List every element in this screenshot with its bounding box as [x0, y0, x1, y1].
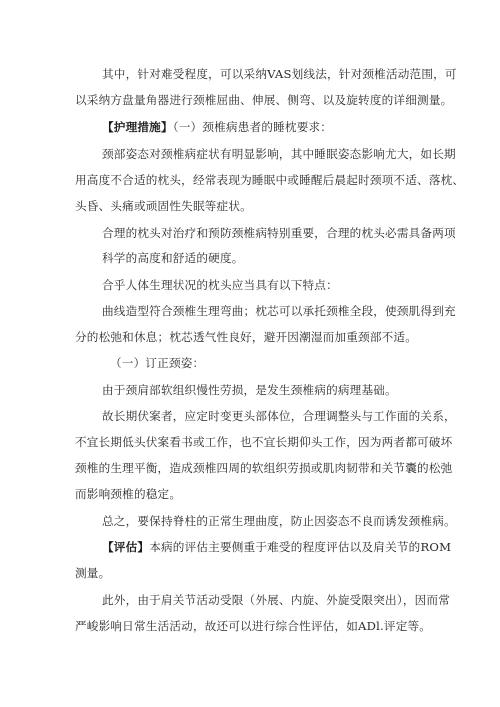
paragraph-line: 合理的枕头对治疗和预防颈椎病特别重要，合理的枕头必需具备两项: [102, 226, 456, 240]
assessment-heading: 【评估】: [102, 540, 150, 554]
paragraph-line: 以采纳方盘量角器进行颈椎屈曲、伸展、侧弯、以及旋转度的详细测量。: [75, 93, 453, 107]
pillow-subheading: （一）颈椎病患者的睡枕要求：: [172, 120, 333, 134]
paragraph-line: 故长期伏案者，应定时变更头部体位，合理调整头与工作面的关系，: [102, 409, 456, 423]
paragraph-line: 由于颈肩部软组织慢性劳损，是发生颈椎病的病理基础。: [102, 383, 397, 397]
nursing-measures-heading: 【护理措施】: [102, 120, 173, 134]
paragraph-line: 用高度不合适的枕头，经常表现为睡眠中或睡醒后晨起时颈项不适、落枕、: [75, 173, 465, 187]
paragraph-line: 合乎人体生理状况的枕头应当具有以下特点：: [102, 278, 338, 292]
assessment-text: 本病的评估主要侧重于难受的程度评估以及肩关节的ROM: [149, 540, 452, 554]
paragraph-line: 科学的高度和舒适的硬度。: [102, 251, 244, 265]
paragraph-line: 严峻影响日常生活活动，故还可以进行综合性评估，如ADl.评定等。: [75, 619, 432, 633]
paragraph-line: 测量。: [75, 566, 111, 580]
paragraph-line: 分的松弛和休息；枕芯透气性良好，避开因潮湿而加重颈部不适。: [75, 330, 418, 344]
paragraph-line: 曲线造型符合颈椎生理弯曲；枕芯可以承托颈椎全段，使颈肌得到充: [102, 304, 456, 318]
paragraph-line: 颈部姿态对颈椎病症状有明显影响，其中睡眠姿态影响尤大，如长期: [102, 147, 456, 161]
paragraph-line: 颈椎的生理平衡，造成颈椎四周的软组织劳损或肌肉韧带和关节囊的松弛: [75, 461, 453, 475]
section-heading-assessment: [102, 539, 451, 555]
paragraph-line: 不宜长期低头伏案看书或工作，也不宜长期仰头工作，因为两者都可破坏: [75, 435, 453, 449]
paragraph-line: 总之，要保持脊柱的正常生理曲度，防止因姿态不良而诱发颈椎病。: [102, 514, 456, 528]
correct-posture-subheading: （一）订正颈姿：: [110, 356, 205, 370]
paragraph-line: 而影响颈椎的稳定。: [75, 487, 182, 501]
paragraph-line: 此外，由于肩关节活动受限（外展、内旋、外旋受限突出），因而常: [102, 593, 451, 607]
paragraph-line: 头昏、头痛或顽固性失眠等症状。: [75, 199, 252, 213]
paragraph-line: 其中，针对难受程度，可以采纳VAS划线法，针对颈椎活动范围，可: [102, 67, 457, 81]
section-heading-nursing: [102, 119, 332, 135]
